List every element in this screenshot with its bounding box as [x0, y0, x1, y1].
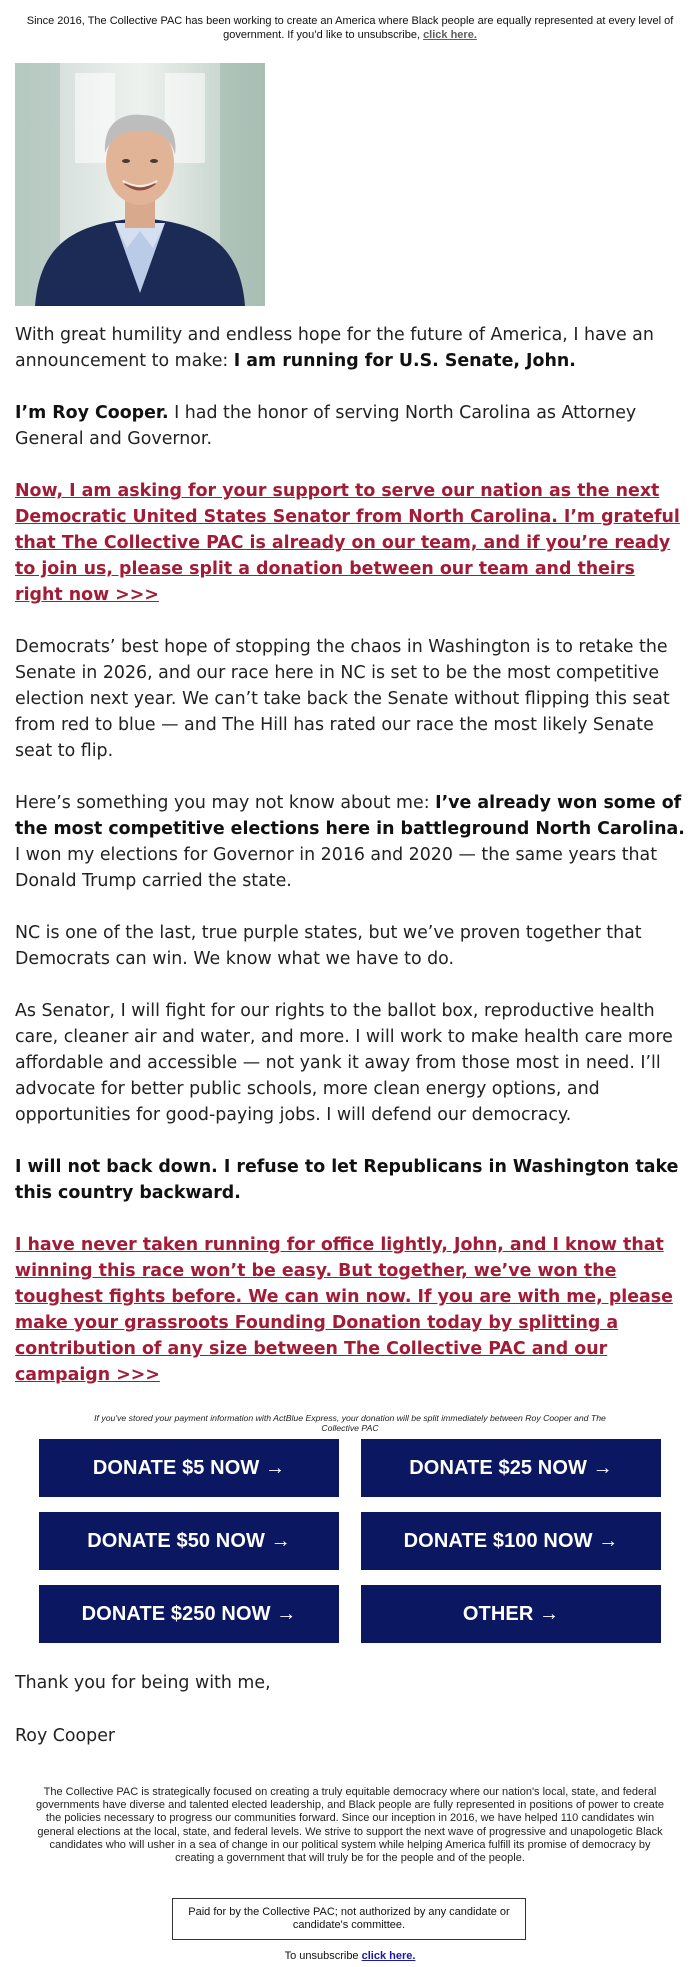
- top-unsubscribe-link[interactable]: click here.: [423, 29, 477, 41]
- donate-other-button[interactable]: OTHER →: [361, 1585, 661, 1643]
- paragraph-bold: I’ve already won some of the most competitive elections here in battleground North Carolina.: [15, 793, 685, 839]
- paragraph-announcement: [15, 322, 685, 374]
- paragraph-donate-link-2: [15, 1232, 685, 1388]
- actblue-note: If you've stored your payment information with ActBlue Express, your donation will be split immediately between Roy Cooper and The Collective PAC: [94, 1413, 606, 1433]
- paragraph-bold: I will not back down. I refuse to let Republicans in Washington take this country backward.: [15, 1157, 679, 1203]
- paragraph-text: I had the honor of serving North Carolina as Attorney General and Governor.: [15, 403, 637, 449]
- paragraph-text: With great humility and endless hope for the future of America, I have an announcement to make:: [15, 325, 654, 371]
- paragraph-intro: [15, 400, 685, 452]
- paragraph-bold: I’m Roy Cooper.: [15, 403, 169, 423]
- donate-250-button[interactable]: DONATE $250 NOW →: [39, 1585, 339, 1643]
- donate-text-link[interactable]: Now, I am asking for your support to serve our nation as the next Democratic United States Senator from North Carolina. I’m grateful that The Collective PAC is already on our team, and if you’re ready to join us, please split a donation between our team and theirs right now >>>: [15, 481, 680, 605]
- candidate-photo: [15, 63, 265, 306]
- letter-body: [15, 322, 685, 1414]
- donate-text-link[interactable]: I have never taken running for office lightly, John, and I know that winning this race won’t be easy. But together, we’ve won the toughest fights before. We can win now. If you are with me, please make your grassroots Founding Donation today by splitting a contribution of any size between The Collective PAC and our campaign >>>: [15, 1235, 673, 1385]
- donate-100-button[interactable]: DONATE $100 NOW →: [361, 1512, 661, 1570]
- paid-for-disclaimer: Paid for by the Collective PAC; not authorized by any candidate or candidate's committee.: [172, 1898, 526, 1940]
- paragraph-bold: I am running for U.S. Senate, John.: [233, 351, 576, 371]
- footer-unsubscribe: [0, 1950, 700, 1962]
- paragraph-record: [15, 790, 685, 894]
- paragraph-agenda: As Senator, I will fight for our rights to the ballot box, reproductive health care, cleaner air and water, and more. I will work to make health care more affordable and accessible — not yank it away from those most in need. I’ll advocate for better public schools, more clean energy options, and opportunities for good-paying jobs. I will defend our democracy.: [15, 1001, 673, 1125]
- paragraph-senate-race: Democrats’ best hope of stopping the chaos in Washington is to retake the Senate in 2026, and our race here in NC is set to be the most competitive election next year. We can’t take back the Senate without flipping this seat from red to blue — and The Hill has rated our race the most likely Senate seat to flip.: [15, 637, 670, 761]
- signoff-thanks: Thank you for being with me,: [15, 1673, 271, 1693]
- footer-unsubscribe-link[interactable]: click here.: [361, 1950, 416, 1962]
- donate-50-button[interactable]: DONATE $50 NOW →: [39, 1512, 339, 1570]
- paragraph-text: Here’s something you may not know about me:: [15, 793, 436, 813]
- signoff-name: Roy Cooper: [15, 1726, 116, 1746]
- paragraph-donate-link-1: [15, 478, 685, 608]
- top-notice-text: Since 2016, The Collective PAC has been working to create an America where Black people are equally represented at every level of government. If you’d like to unsubscribe,: [26, 15, 674, 41]
- top-notice: [0, 0, 700, 46]
- donate-5-button[interactable]: DONATE $5 NOW →: [39, 1439, 339, 1497]
- paragraph-purple-state: NC is one of the last, true purple states, but we’ve proven together that Democrats can win. We know what we have to do.: [15, 923, 642, 969]
- unsubscribe-text: To unsubscribe: [284, 1950, 362, 1962]
- footer-about: The Collective PAC is strategically focused on creating a truly equitable democracy where our nation's local, state, and federal governments have diverse and talented elected leadership, and Black people are fully represented in positions of power to create the policies necessary to progress our communities forward. Since our inception in 2016, we have helped 110 candidates win general elections at the local, state, and federal levels. We strive to support the next wave of progressive and unapologetic Black candidates who will usher in a sea of change in our political system while helping America fulfill its promise of democracy by creating a government that will truly be for the people and of the people.: [36, 1786, 664, 1865]
- paragraph-resolve: [15, 1154, 685, 1206]
- donate-25-button[interactable]: DONATE $25 NOW →: [361, 1439, 661, 1497]
- paragraph-text: I won my elections for Governor in 2016 and 2020 — the same years that Donald Trump carried the state.: [15, 845, 658, 891]
